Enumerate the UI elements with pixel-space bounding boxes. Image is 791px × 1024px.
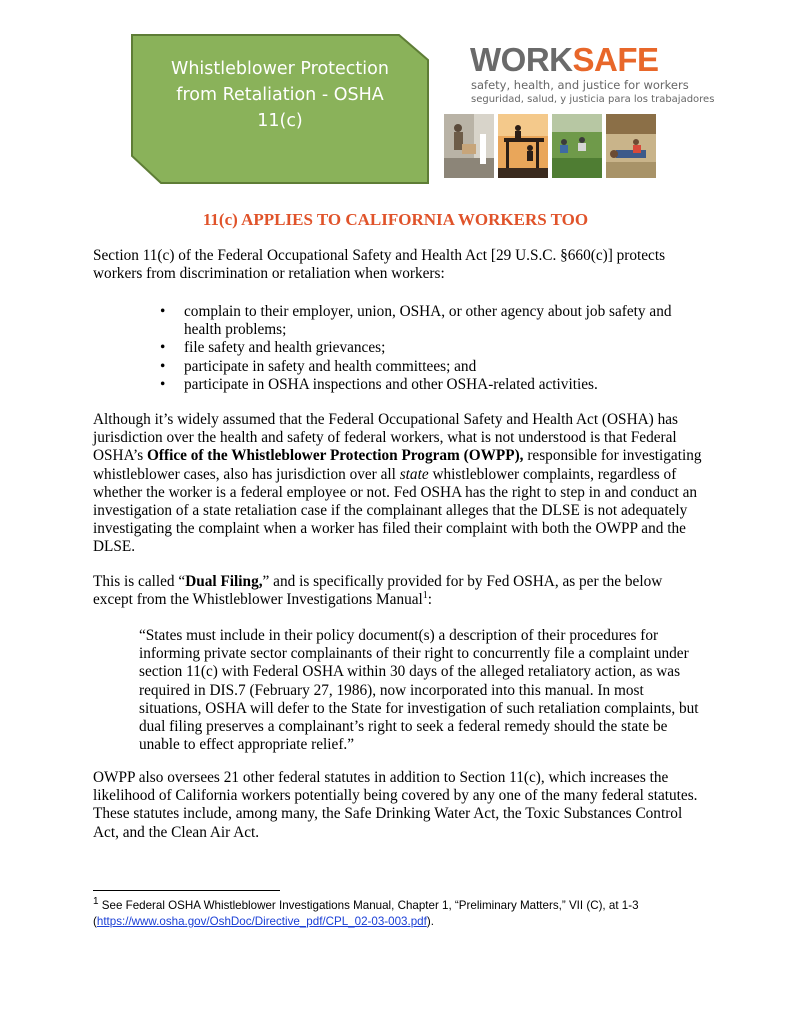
list-item: • file safety and health grievances;: [160, 339, 700, 357]
dual-filing-term: Dual Filing,: [185, 573, 263, 590]
intro-paragraph: Section 11(c) of the Federal Occupational Safety and Health Act [29 U.S.C. §660(c)] protects workers from discrimination or retaliation when workers:: [93, 247, 666, 283]
logo-photo-strip: [444, 114, 714, 178]
dual-filing-text-2: ” and is specifically provided for by Fed OSHA, as per the below except from the Whistleblower Investigations Manual: [93, 573, 663, 609]
footnote-mark: 1: [93, 896, 99, 908]
page-title: [149, 56, 411, 134]
logo-tagline-english: safety, health, and justice for workers: [471, 78, 689, 92]
jurisdiction-text-1: Although it’s widely assumed that the Federal Occupational Safety and Health Act (OSHA) has jurisdiction over the health and safety of federal workers, what is not understood is that Federal OSHA’s: [93, 411, 678, 465]
worksafe-logo: [444, 42, 714, 182]
dual-filing-text-3: :: [427, 591, 433, 609]
title-line-2: from Retaliation - OSHA: [176, 85, 384, 105]
logo-work: WORK: [470, 41, 573, 78]
dual-filing-text-1: This is called “: [93, 573, 186, 590]
footnote-link[interactable]: https://www.osha.gov/OshDoc/Directive_pdf/CPL_02-03-003.pdf: [96, 915, 427, 928]
jurisdiction-text-3: whistleblower complaints, regardless of whether the worker is a federal employee or not. Fed OSHA has the right to step in and conduct an investigation of a state retaliation case if the complainant alleges that the DLSE is not adequately investigating the complaint when a worker has filed their complaint with both the OWPP and the DLSE.: [93, 465, 698, 556]
statutes-paragraph: OWPP also oversees 21 other federal statutes in addition to Section 11(c), which increases the likelihood of California workers potentially being covered by any one of the many federal statutes. These statutes include, among many, the Safe Drinking Water Act, the Toxic Substances Control Act, and the Clean Air Act.: [93, 769, 698, 841]
list-item: • complain to their employer, union, OSHA, or other agency about job safety and health problems;: [160, 303, 700, 339]
jurisdiction-text-2: responsible for investigating whistleblower cases, also has jurisdiction over all: [93, 447, 702, 483]
protected-activities-list: [160, 303, 700, 394]
state-emphasis: state: [399, 465, 429, 483]
title-line-3: 11(c): [257, 111, 303, 131]
footnote-tail: ).: [426, 915, 434, 928]
manual-quote: “States must include in their policy document(s) a description of their procedures for informing private sector complainants of their right to concurrently file a complaint under section 11(c) with Federal OSHA within 30 days of the alleged retaliatory action, as was required in DIS.7 (February 27, 1986), now incorporated into this manual. In most situations, OSHA will defer to the State for investigation of such retaliation complaints, but dual filing preserves a complainant’s right to seek a federal remedy should the state be unable to effect appropriate relief.”: [139, 627, 699, 754]
title-line-1: Whistleblower Protection: [171, 59, 389, 79]
section-heading: 11(c) APPLIES TO CALIFORNIA WORKERS TOO: [202, 210, 589, 229]
footnote-reference[interactable]: 1: [422, 590, 428, 602]
owpp-name: Office of the Whistleblower Protection Program (OWPP),: [146, 447, 524, 465]
construction-silhouette-photo: [498, 114, 548, 178]
title-box: [131, 34, 429, 184]
footnote: [93, 898, 713, 930]
injured-worker-photo: [606, 114, 656, 178]
footnote-text: See Federal OSHA Whistleblower Investigations Manual, Chapter 1, “Preliminary Matters,” VII (C), at 1-3 (: [93, 899, 639, 928]
logo-safe: SAFE: [572, 41, 659, 78]
list-item: • participate in OSHA inspections and other OSHA-related activities.: [160, 376, 700, 394]
warehouse-workers-photo: [444, 114, 494, 178]
footnote-divider: [93, 890, 280, 891]
list-item: • participate in safety and health committees; and: [160, 358, 700, 376]
logo-wordmark: [470, 42, 659, 78]
farmworkers-field-photo: [552, 114, 602, 178]
logo-tagline-spanish: seguridad, salud, y justicia para los trabajadores: [471, 94, 715, 105]
jurisdiction-paragraph: [93, 411, 705, 557]
dual-filing-paragraph: [93, 573, 705, 609]
